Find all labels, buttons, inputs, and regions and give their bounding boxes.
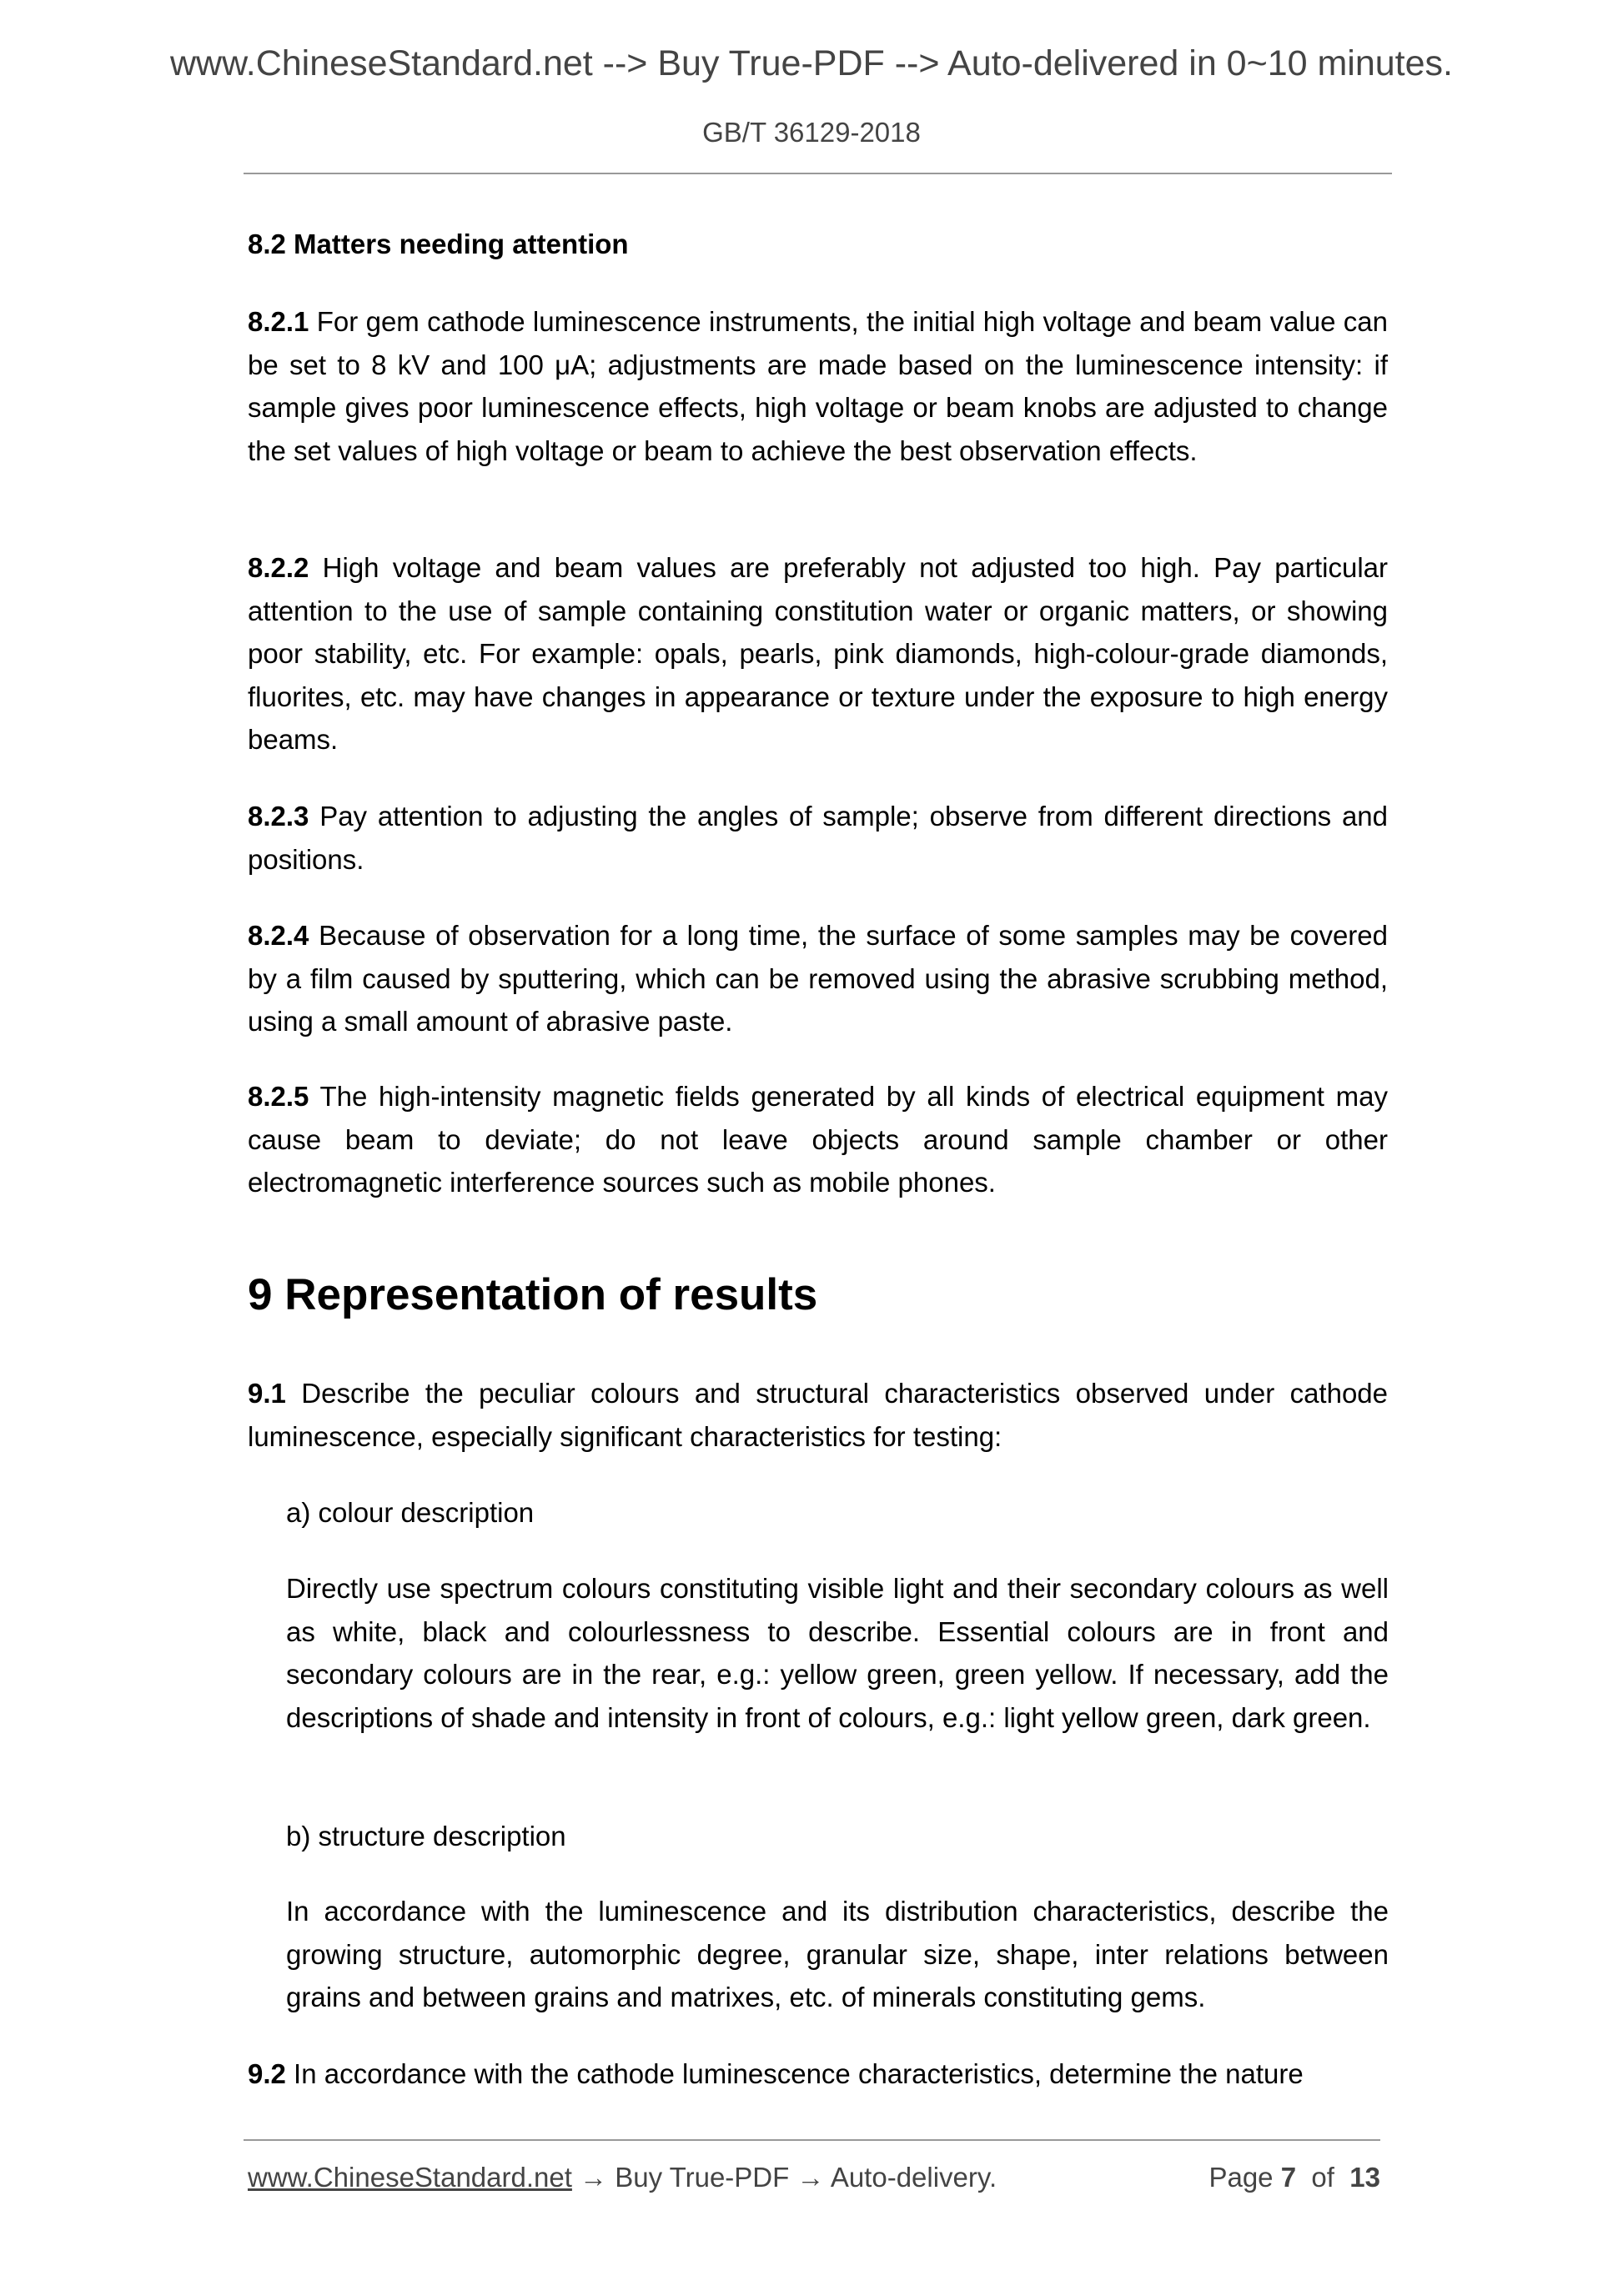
clause-number: 8.2.5 — [248, 1081, 309, 1112]
top-banner: www.ChineseStandard.net --> Buy True-PDF --> Auto-delivered in 0~10 minutes. — [169, 43, 1453, 83]
item-a-text: Directly use spectrum colours constituting visible light and their secondary colours as well as white, black and colourlessness to describe. Essential colours are in front and secondary colours are in the rear, e.g.: yellow green, green yellow. If necessary, add the descriptions of shade and intensity in front of colours, e.g.: light yellow green, dark green. — [286, 1573, 1389, 1733]
clause-8-2-2 — [248, 546, 1388, 761]
footer-text: → Buy True-PDF → Auto-delivery. — [571, 2162, 997, 2193]
clause-9-2 — [248, 2052, 1388, 2096]
standard-code: GB/T 36129-2018 — [702, 117, 921, 148]
clause-number: 9.1 — [248, 1378, 286, 1409]
clause-8-2-3 — [248, 795, 1388, 881]
clause-text: For gem cathode luminescence instruments, the initial high voltage and beam value can be set to 8 kV and 100 μA; adjustments are made based on the luminescence intensity: if sample gives poor luminescence effects, high voltage or beam knobs are adjusted to change the set values of high voltage or beam to achieve the best observation effects. — [248, 306, 1388, 466]
page-label: Page — [1208, 2162, 1274, 2193]
total-pages: 13 — [1349, 2162, 1380, 2193]
clause-text: The high-intensity magnetic fields generated by all kinds of electrical equipment may cause beam to deviate; do not leave objects around sample chamber or other electromagnetic interference sources such as mobile phones. — [248, 1081, 1388, 1198]
clause-8-2-4 — [248, 914, 1388, 1043]
clause-text: In accordance with the cathode luminescence characteristics, determine the nature — [294, 2058, 1304, 2089]
clause-text: Because of observation for a long time, the surface of some samples may be covered by a film caused by sputtering, which can be removed using the abrasive scrubbing method, using a small amount of abrasive paste. — [248, 920, 1388, 1037]
clause-text: High voltage and beam values are preferably not adjusted too high. Pay particular attention to the use of sample containing constitution water or organic matters, or showing poor stability, etc. For example: opals, pearls, pink diamonds, high-colour-grade diamonds, fluorites, etc. may have changes in appearance or texture under the exposure to high energy beams. — [248, 552, 1388, 755]
footer — [248, 2162, 1380, 2193]
clause-number: 9.2 — [248, 2058, 286, 2089]
clause-8-2-1 — [248, 300, 1388, 472]
clause-9-1 — [248, 1372, 1388, 1458]
page-number — [1208, 2162, 1380, 2193]
current-page: 7 — [1280, 2162, 1297, 2193]
clause-number: 8.2.2 — [248, 552, 309, 583]
clause-number: 8.2.4 — [248, 920, 309, 951]
clause-8-2-5 — [248, 1075, 1388, 1204]
item-a-label: a) colour description — [286, 1497, 535, 1528]
clause-text: Describe the peculiar colours and structural characteristics observed under cathode luminescence, especially significant characteristics for testing: — [248, 1378, 1388, 1452]
section-8-2-heading: 8.2 Matters needing attention — [248, 229, 629, 259]
footer-link[interactable]: www.ChineseStandard.net — [248, 2162, 572, 2193]
clause-number: 8.2.1 — [248, 306, 309, 337]
footer-divider — [244, 2139, 1380, 2141]
item-b-text: In accordance with the luminescence and its distribution characteristics, describe the growing structure, automorphic degree, granular size, shape, inter relations between grains and between grains and matrixes, etc. of minerals constituting gems. — [286, 1896, 1389, 2012]
item-b-label: b) structure description — [286, 1821, 566, 1851]
clause-text: Pay attention to adjusting the angles of sample; observe from different directions and positions. — [248, 801, 1388, 875]
section-9-heading: 9 Representation of results — [248, 1270, 818, 1319]
of-label: of — [1311, 2162, 1334, 2193]
clause-number: 8.2.3 — [248, 801, 309, 831]
header-divider — [244, 173, 1392, 174]
